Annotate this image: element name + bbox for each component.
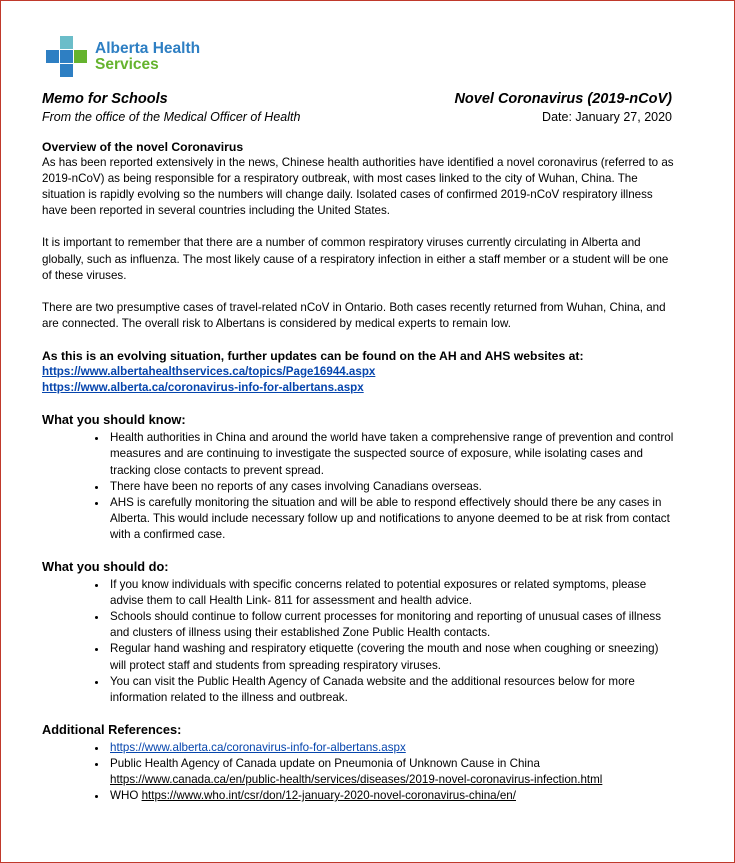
do-list: [42, 577, 674, 706]
list-item: • AHS is carefully monitoring the situation and will be able to respond effectively should there be any cases in Alberta. This would include necessary follow up and notifications to anyone deemed to be at risk from contact with a confirmed case.: [108, 495, 674, 543]
memo-topic: Novel Coronavirus (2019-nCoV): [454, 91, 672, 107]
memo-header: [42, 91, 672, 124]
overview-heading: Overview of the novel Coronavirus: [42, 140, 244, 154]
memo-date: Date: January 27, 2020: [542, 110, 672, 124]
do-heading: What you should do:: [42, 558, 169, 574]
overview-paragraph-2: It is important to remember that there are a number of common respiratory viruses currently circulating in Alberta and globally, such as influenza. The most likely cause of a respiratory infection in either a staff member or a student will be one of these viruses.: [42, 236, 669, 282]
ahs-website-link[interactable]: https://www.albertahealthservices.ca/topics/Page16944.aspx: [42, 365, 376, 379]
ref-who-label: WHO: [110, 789, 142, 803]
know-heading: What you should know:: [42, 412, 186, 428]
ref-alberta-link[interactable]: https://www.alberta.ca/coronavirus-info-for-albertans.aspx: [110, 740, 406, 754]
memo-title: Memo for Schools: [42, 91, 168, 107]
alberta-website-link[interactable]: https://www.alberta.ca/coronavirus-info-for-albertans.aspx: [42, 381, 364, 395]
refs-heading: Additional References:: [42, 721, 182, 737]
ref-item-1: [108, 740, 674, 756]
list-item: • If you know individuals with specific concerns related to potential exposures or related symptoms, please advise them to call Health Link- 811 for assessment and health advice.: [108, 577, 674, 609]
ahs-cross-icon: [46, 36, 88, 78]
overview-paragraph-3: There are two presumptive cases of travel-related nCoV in Ontario. Both cases recently returned from Wuhan, China, and are connected. The overall risk to Albertans is considered by medical experts to remain low.: [42, 300, 666, 330]
know-list: [42, 430, 674, 543]
ref-item-3: [108, 788, 674, 804]
list-item: • There have been no reports of any cases involving Canadians overseas.: [108, 479, 674, 495]
logo-line-1: Alberta Health: [95, 40, 201, 57]
ref-phac-link[interactable]: https://www.canada.ca/en/public-health/services/diseases/2019-novel-coronavirus-infection.html: [110, 773, 603, 787]
logo-line-2: Services: [95, 56, 159, 73]
logo-wordmark: [95, 41, 200, 73]
ahs-logo: [46, 36, 200, 78]
list-item: • Health authorities in China and around the world have taken a comprehensive range of prevention and control measures and are continuing to investigate the suspected source of exposure, while isolating cases and tracking close contacts to prevent spread.: [108, 430, 674, 478]
list-item: • You can visit the Public Health Agency of Canada website and the additional resources below for more information related to the illness and outbreak.: [108, 674, 674, 706]
memo-body: [42, 139, 674, 804]
memo-subtitle: From the office of the Medical Officer of Health: [42, 110, 301, 124]
ref-who-link[interactable]: https://www.who.int/csr/don/12-january-2020-novel-coronavirus-china/en/: [141, 789, 516, 803]
refs-list: [42, 740, 674, 804]
updates-heading: As this is an evolving situation, further updates can be found on the AH and AHS websites at:: [42, 348, 584, 363]
ref-phac-text: Public Health Agency of Canada update on Pneumonia of Unknown Cause in China: [110, 757, 540, 770]
list-item: • Schools should continue to follow current processes for monitoring and reporting of unusual cases of illness and clusters of illness using their established Zone Public Health contacts.: [108, 609, 674, 641]
list-item: • Regular hand washing and respiratory etiquette (covering the mouth and nose when coughing or sneezing) will protect staff and students from spreading respiratory viruses.: [108, 641, 674, 673]
overview-paragraph-1: As has been reported extensively in the news, Chinese health authorities have identified a novel coronavirus (referred to as 2019-nCoV) as being responsible for a respiratory outbreak, with most cases linked to the city of Wuhan, China. The situation is rapidly evolving so the numbers will change daily. Isolated cases of confirmed 2019-nCoV respiratory illness have been reported in several countries including the United States.: [42, 156, 674, 218]
updates-block: [42, 348, 674, 396]
ref-item-2: [108, 756, 674, 788]
